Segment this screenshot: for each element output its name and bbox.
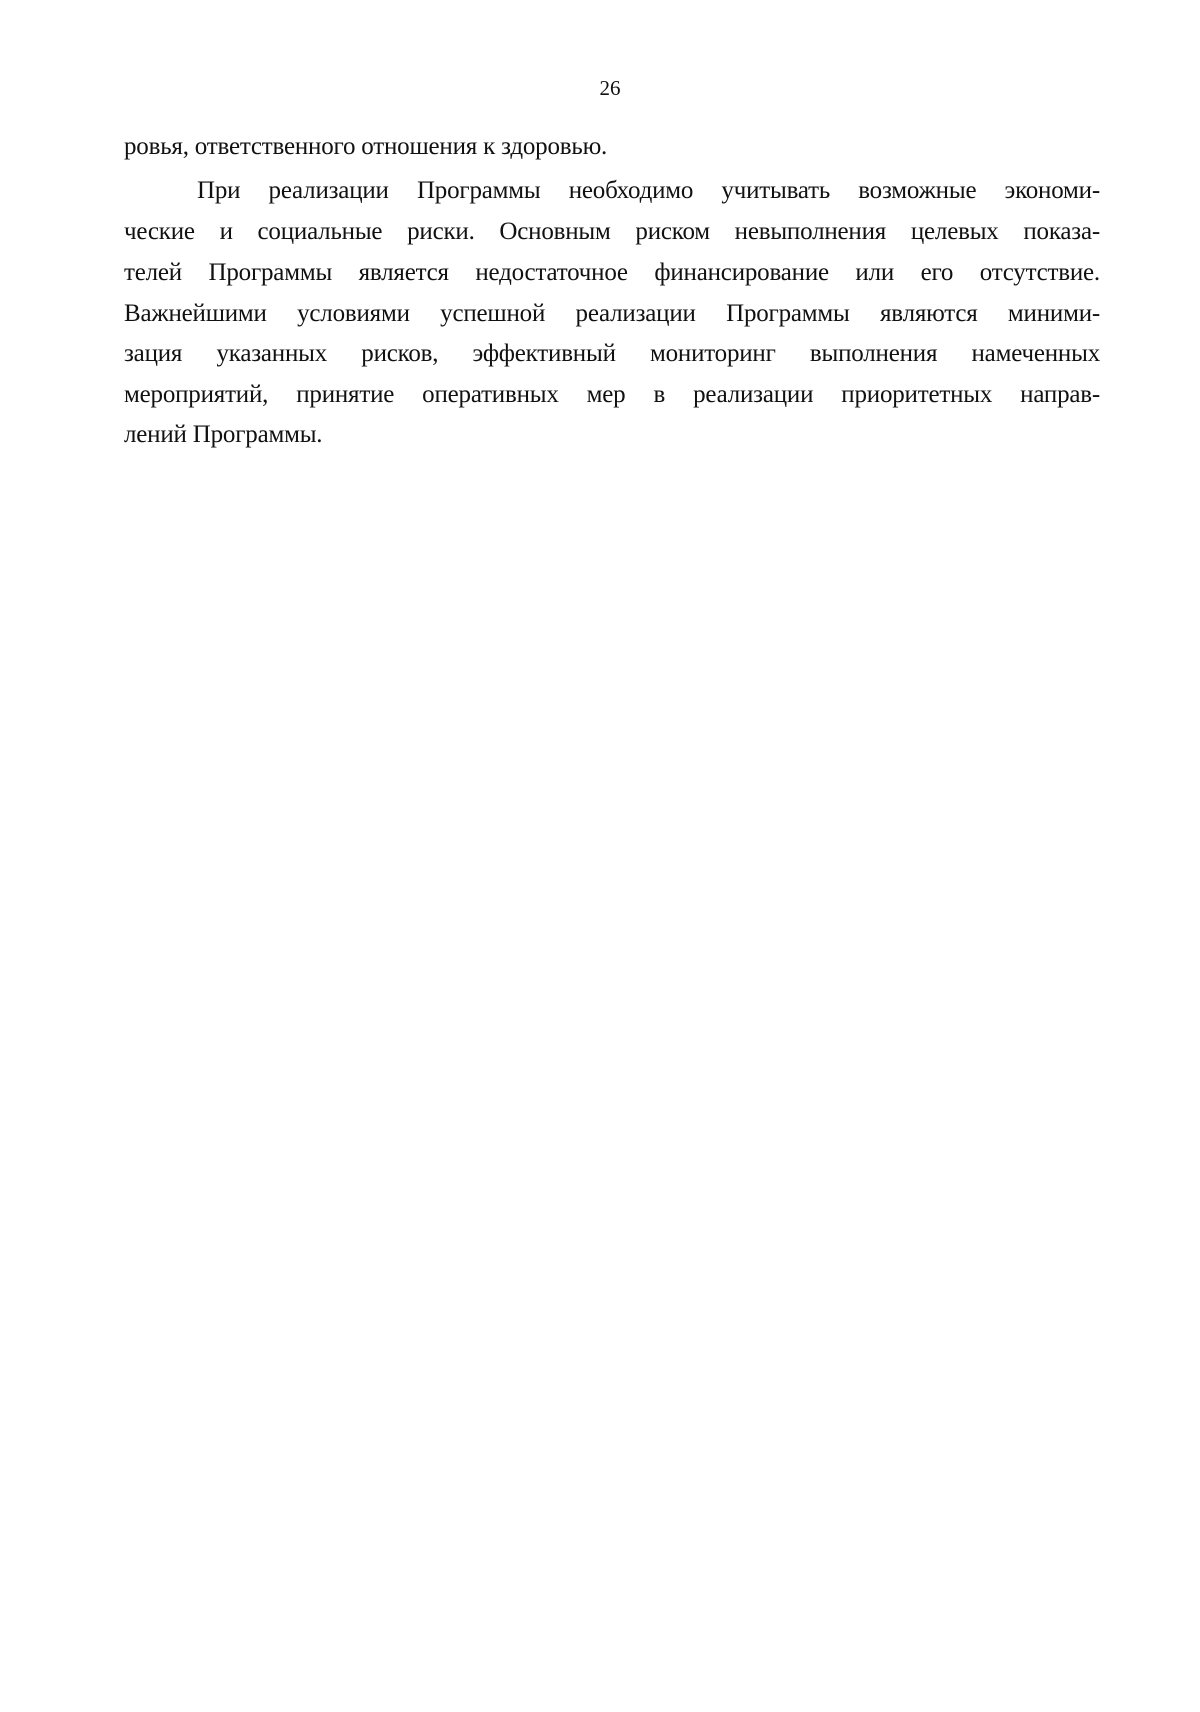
text-line: При реализации Программы необходимо учитывать возможные экономи- — [197, 177, 1100, 204]
page-number: 26 — [599, 76, 621, 100]
text-line: телей Программы является недостаточное финансирование или его отсутствие. — [124, 259, 1100, 286]
text-line: мероприятий, принятие оперативных мер в реализации приоритетных направ- — [124, 381, 1100, 408]
text-line: зация указанных рисков, эффективный мониторинг выполнения намеченных — [124, 340, 1100, 367]
text-line: Важнейшими условиями успешной реализации Программы являются миними- — [124, 300, 1100, 327]
text-line: ровья, ответственного отношения к здоровью. — [124, 133, 608, 160]
text-line: лений Программы. — [124, 421, 323, 448]
text-line: ческие и социальные риски. Основным риском невыполнения целевых показа- — [124, 218, 1100, 245]
